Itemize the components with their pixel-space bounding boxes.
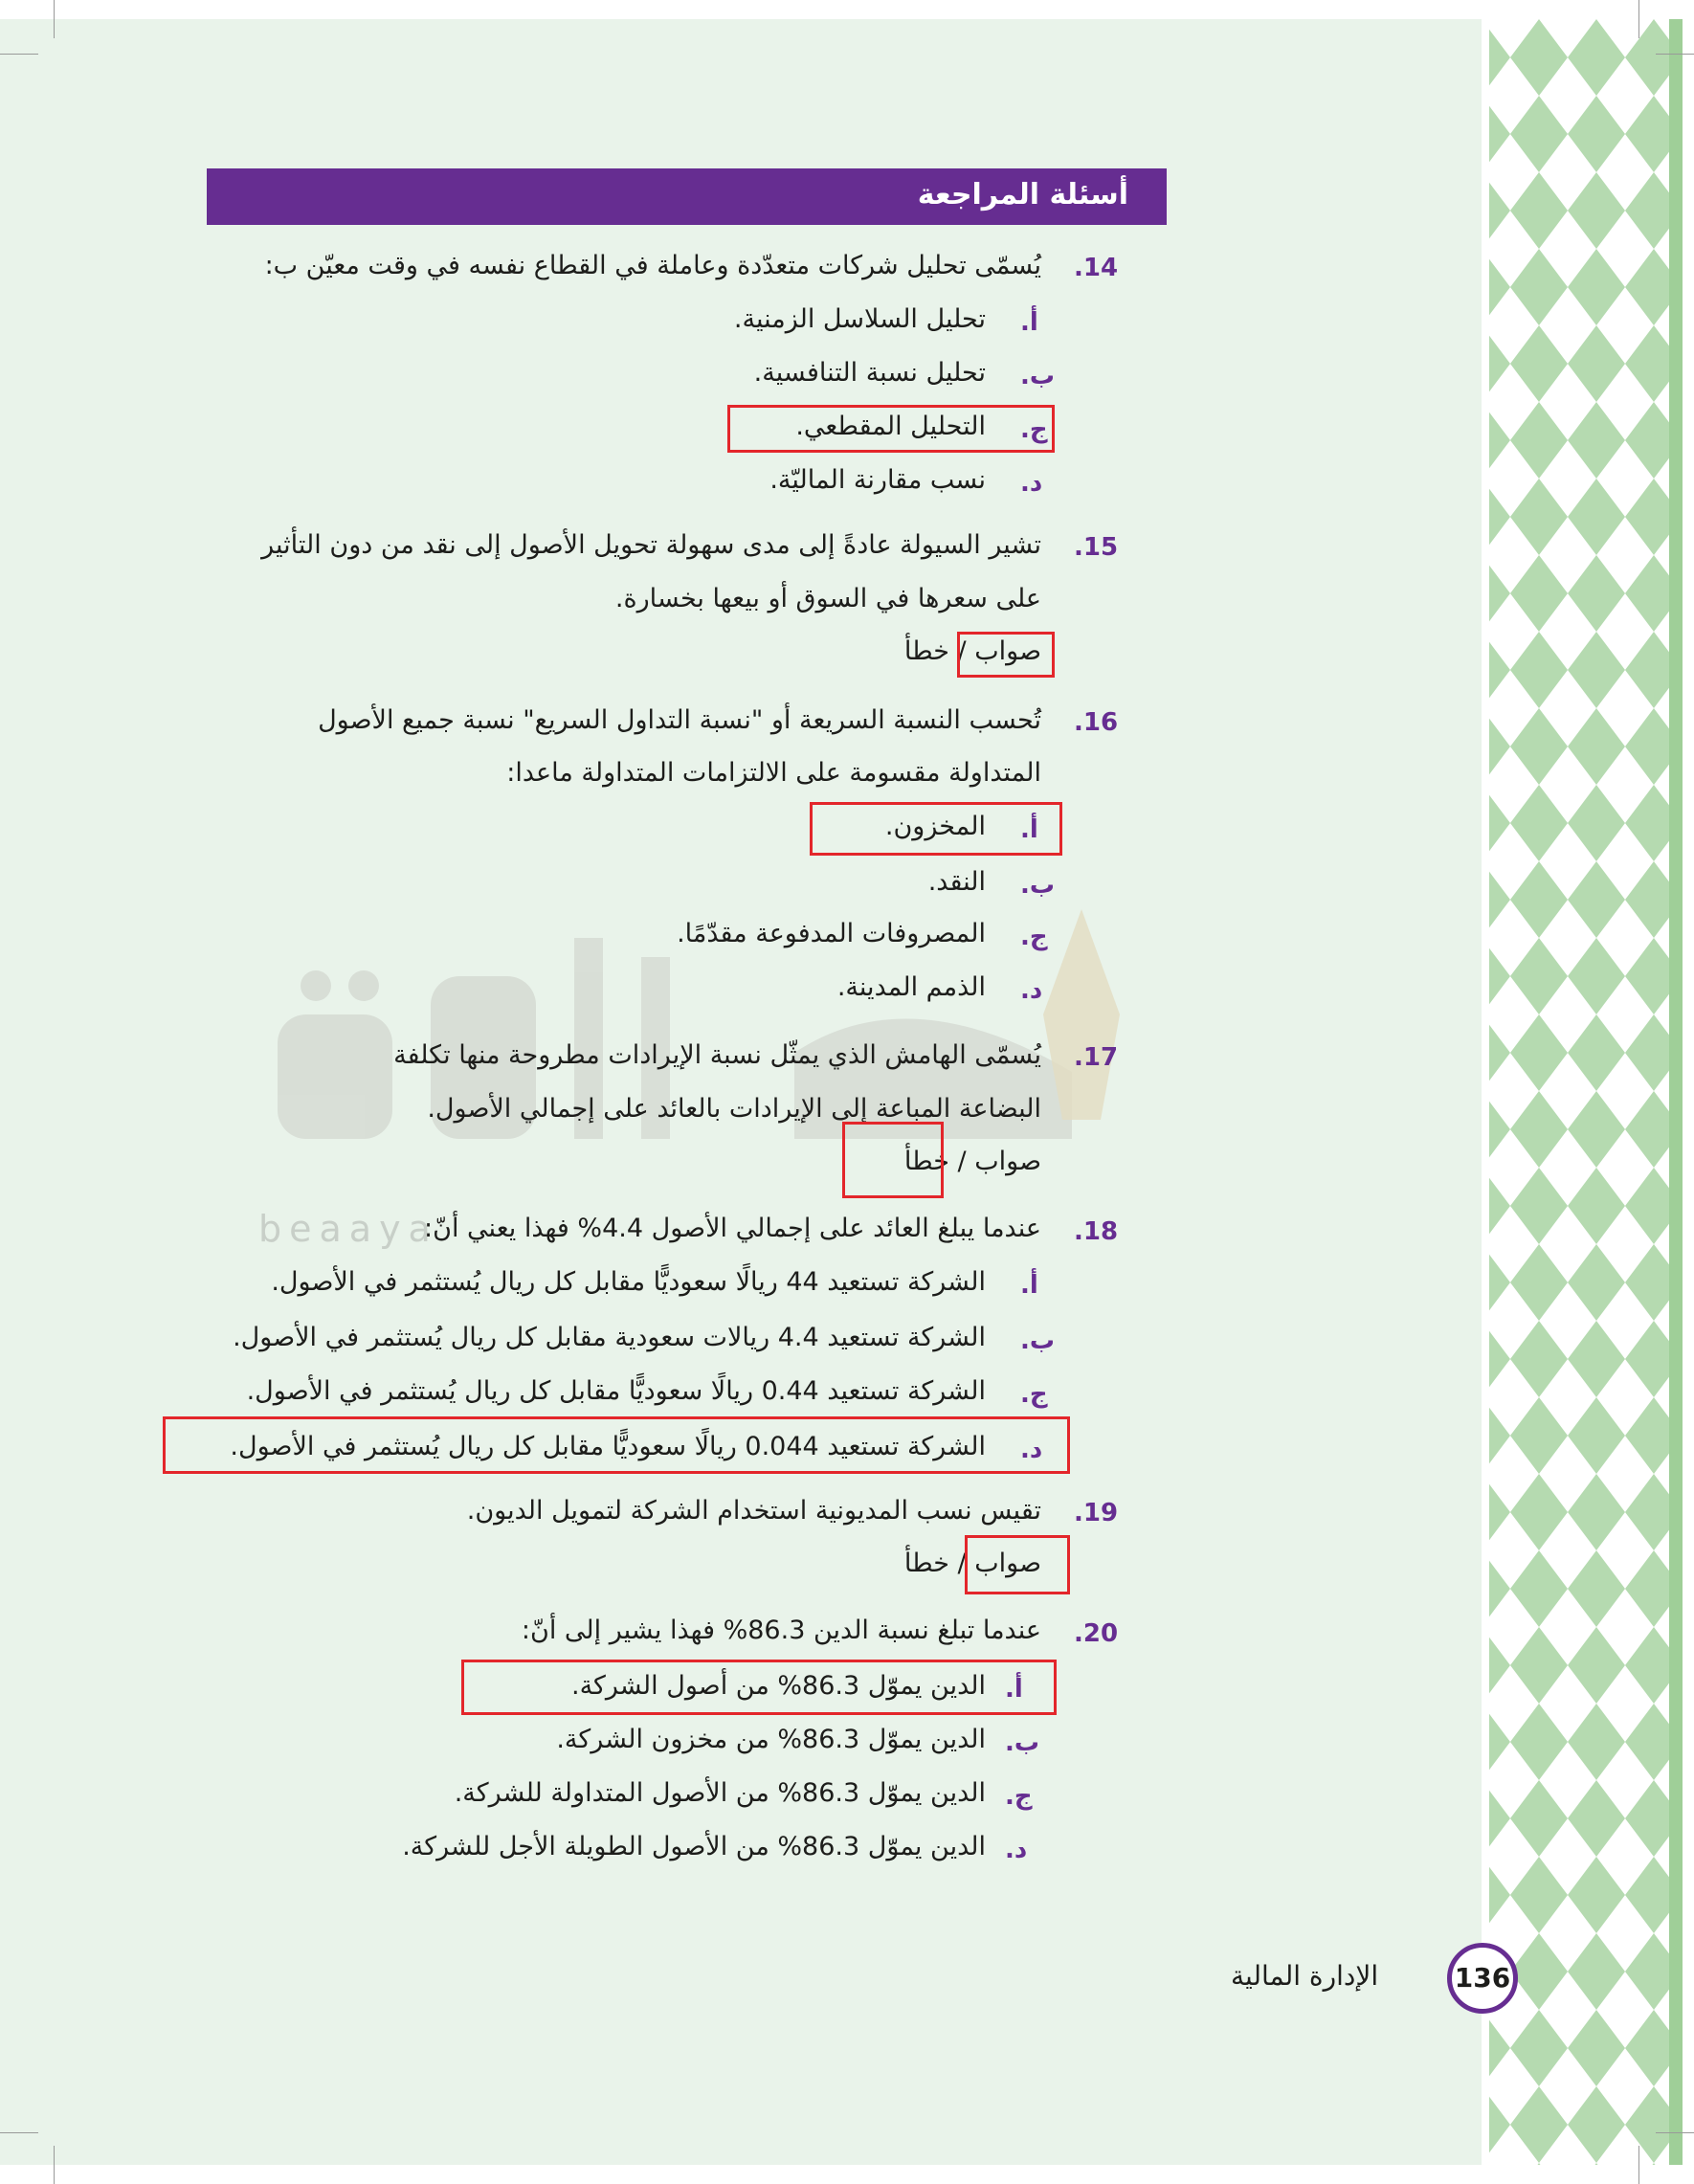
option-letter: أ.	[1005, 1675, 1023, 1704]
option-letter: ج.	[1005, 1782, 1033, 1811]
question-text: عندما تبلغ نسبة الدين 86.3% فهذا يشير إلى أنّ:	[521, 1616, 1041, 1645]
watermark-text: beaaya	[258, 1208, 438, 1250]
crop-mark	[0, 54, 38, 55]
correct-answer-box	[957, 632, 1055, 678]
option-letter: ب.	[1020, 1326, 1056, 1355]
question-number-16: .16	[1074, 708, 1119, 737]
correct-answer-box	[163, 1416, 1070, 1474]
option-text: التحليل المقطعي.	[795, 412, 986, 441]
question-text: تشير السيولة عادةً إلى مدى سهولة تحويل الأصول إلى نقد من دون التأثير	[261, 530, 1041, 560]
crop-mark	[0, 2132, 38, 2133]
question-number-14: .14	[1074, 254, 1119, 282]
option-letter: ب.	[1005, 1728, 1040, 1757]
crop-mark	[1638, 2146, 1639, 2184]
question-number-18: .18	[1074, 1217, 1119, 1246]
question-number-20: .20	[1074, 1619, 1119, 1648]
option-text: الشركة تستعيد 0.44 ريالًا سعوديًّا مقابل كل ريال يُستثمر في الأصول.	[246, 1376, 986, 1406]
section-title: أسئلة المراجعة	[917, 178, 1128, 212]
option-text: الدين يموّل 86.3% من الأصول الطويلة الأجل للشركة.	[402, 1832, 986, 1861]
option-letter: د.	[1005, 1836, 1028, 1864]
question-text: المتداولة مقسومة على الالتزامات المتداولة ماعدا:	[506, 758, 1041, 788]
correct-answer-box	[965, 1535, 1070, 1594]
option-text: الدين يموّل 86.3% من الأصول المتداولة للشركة.	[454, 1778, 986, 1808]
option-text: الشركة تستعيد 4.4 ريالات سعودية مقابل كل ريال يُستثمر في الأصول.	[233, 1323, 986, 1352]
option-text: المصروفات المدفوعة مقدّمًا.	[677, 919, 986, 948]
question-text: تقيس نسب المديونية استخدام الشركة لتمويل الديون.	[466, 1496, 1041, 1526]
question-number-19: .19	[1074, 1499, 1119, 1527]
option-text: تحليل السلاسل الزمنية.	[733, 304, 986, 334]
crop-mark	[54, 2146, 55, 2184]
option-letter: ب.	[1020, 871, 1056, 900]
question-text: يُسمّى تحليل شركات متعدّدة وعاملة في القطاع نفسه في وقت معيّن ب:	[264, 251, 1041, 280]
question-text: على سعرها في السوق أو بيعها بخسارة.	[614, 584, 1041, 613]
option-letter: د.	[1020, 469, 1043, 498]
question-number-17: .17	[1074, 1043, 1119, 1072]
correct-answer-box	[810, 802, 1062, 856]
option-letter: د.	[1020, 976, 1043, 1005]
option-text: الشركة تستعيد 44 ريالًا سعوديًّا مقابل كل ريال يُستثمر في الأصول.	[271, 1267, 986, 1297]
option-text: الدين يموّل 86.3% من مخزون الشركة.	[556, 1725, 986, 1754]
question-text: يُسمّى الهامش الذي يمثّل نسبة الإيرادات مطروحة منها تكلفة	[393, 1040, 1041, 1070]
true-false-options: صواب / خطأ	[903, 1147, 1041, 1176]
option-text: النقد.	[927, 867, 986, 897]
option-letter: ج.	[1020, 415, 1048, 444]
option-letter: أ.	[1020, 815, 1038, 844]
decorative-side-pattern	[1482, 19, 1694, 2165]
crop-mark	[1638, 0, 1639, 38]
option-letter: ج.	[1020, 1380, 1048, 1409]
question-number-15: .15	[1074, 533, 1119, 562]
correct-answer-box	[461, 1660, 1057, 1715]
book-title: الإدارة المالية	[1231, 1960, 1379, 1992]
crop-mark	[54, 0, 55, 38]
option-text: الدين يموّل 86.3% من أصول الشركة.	[571, 1671, 986, 1701]
option-text: الذمم المدينة.	[836, 972, 986, 1002]
correct-answer-box	[727, 405, 1055, 453]
page-number: 136	[1447, 1943, 1518, 2014]
option-text: نسب مقارنة الماليّة.	[769, 465, 986, 495]
option-letter: ج.	[1020, 923, 1048, 951]
correct-answer-box	[842, 1122, 944, 1198]
question-text: عندما يبلغ العائد على إجمالي الأصول 4.4% فهذا يعني أنّ:	[424, 1214, 1041, 1243]
option-letter: ب.	[1020, 362, 1056, 390]
true-false-options: صواب / خطأ	[903, 636, 1041, 666]
option-text: الشركة تستعيد 0.044 ريالًا سعوديًّا مقابل كل ريال يُستثمر في الأصول.	[230, 1432, 986, 1461]
true-false-options: صواب / خطأ	[903, 1549, 1041, 1578]
section-header-bar	[207, 168, 1167, 225]
question-text: البضاعة المباعة إلى الإيرادات بالعائد على إجمالي الأصول.	[427, 1094, 1041, 1124]
option-letter: أ.	[1020, 1271, 1038, 1300]
crop-mark	[1656, 2132, 1694, 2133]
option-text: تحليل نسبة التنافسية.	[753, 358, 986, 388]
option-text: المخزون.	[884, 812, 986, 841]
option-letter: أ.	[1020, 308, 1038, 337]
crop-mark	[1656, 54, 1694, 55]
question-text: تُحسب النسبة السريعة أو "نسبة التداول السريع" نسبة جميع الأصول	[318, 705, 1041, 735]
option-letter: د.	[1020, 1436, 1043, 1464]
